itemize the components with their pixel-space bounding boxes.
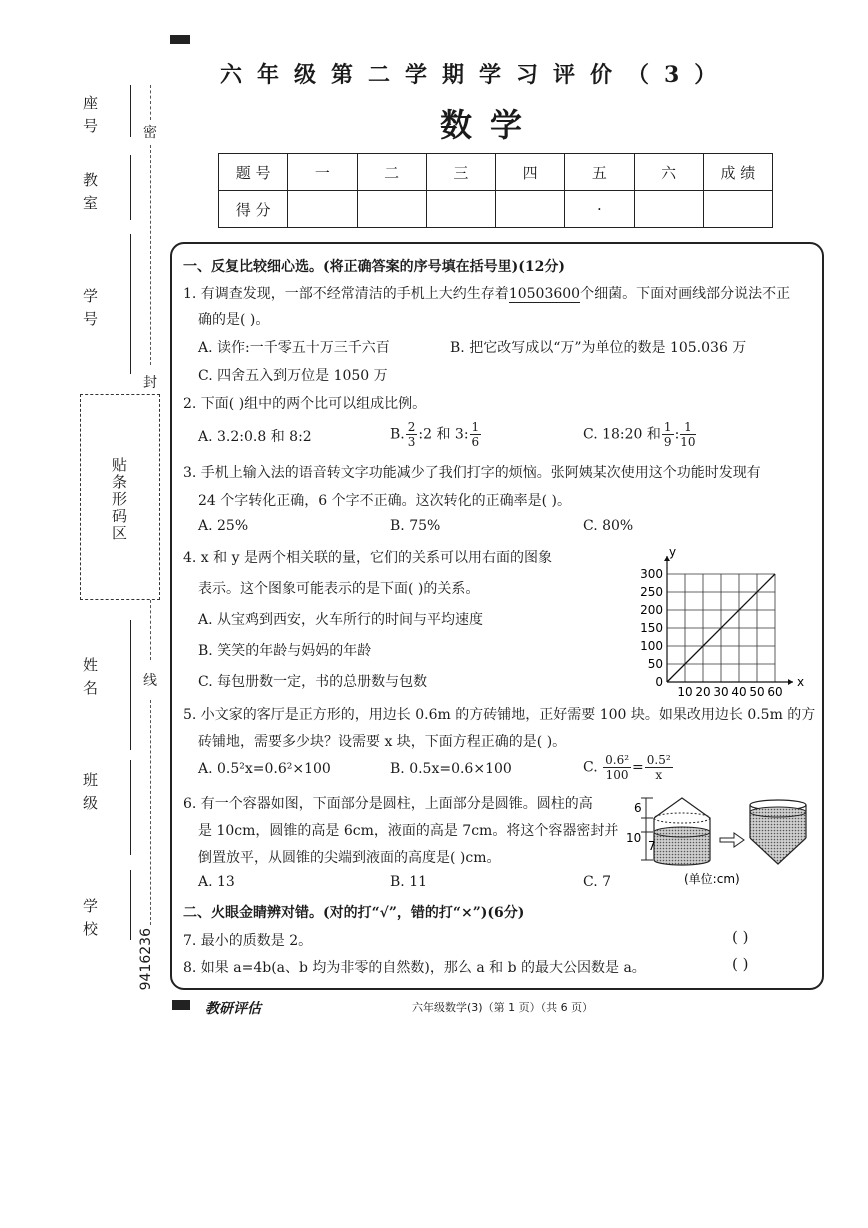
q1-line2: 确的是( )。 [198,312,270,328]
x-tick-label: 20 [695,685,711,697]
y-tick-label: 0 [655,675,663,689]
q6-option-a[interactable]: A. 13 [198,874,235,890]
seat-write-line[interactable] [130,85,131,137]
x-tick-label: 30 [713,685,729,697]
seal-dashed-line [150,145,151,365]
q7-text: 7. 最小的质数是 2。 [183,933,313,949]
name-write-line[interactable] [130,620,131,750]
score-cell[interactable]: · [565,191,634,228]
y-tick-label: 200 [640,603,663,617]
score-cell[interactable] [496,191,565,228]
y-tick-label: 100 [640,639,663,653]
score-cell[interactable] [703,191,772,228]
score-cell[interactable] [634,191,703,228]
q6-line2: 是 10cm，圆锥的高是 6cm，液面的高是 7cm。将这个容器密封并 [198,823,619,839]
footer-mark [172,1000,190,1010]
fraction-denominator: 3 [407,435,416,449]
score-table-header-row [219,154,773,191]
room-label: 教室 [81,172,99,218]
q3-line2: 24 个字转化正确，6 个字不正确。这次转化的正确率是( )。 [198,493,571,509]
seal-dashed-line [150,700,151,925]
q1-stem-pre: 1. 有调查发现，一部不经常清洁的手机上大约生存着 [183,286,509,302]
q1-option-a[interactable]: A. 读作:一千零五十万三千六百 [198,340,390,356]
q5-line1: 5. 小文家的客厅是正方形的，用边长 0.6m 的方砖铺地，正好需要 100 块。如果改用边长 0.5m 的方 [183,707,816,723]
y-tick-label: 50 [647,657,663,671]
x-tick-label: 60 [767,685,783,697]
q6-line3: 倒置放平，从圆锥的尖端到液面的高度是( )cm。 [198,850,501,866]
q5-c-prefix: C. [583,759,598,776]
seal-dashed-line [150,600,151,660]
container-figure [626,790,811,890]
y-tick-label: 150 [640,621,663,635]
q1-stem-post: 个细菌。下面对画线部分说法不正 [580,286,791,302]
score-cell[interactable] [357,191,426,228]
score-header-cell: 五 [565,154,634,191]
q5-c-equals: = [632,759,644,776]
fraction [470,420,482,449]
fraction [680,420,695,449]
score-header-cell: 六 [634,154,703,191]
x-tick-label: 50 [749,685,765,697]
q3-line1: 3. 手机上输入法的语音转文字功能减少了我们打字的烦恼。张阿姨某次使用这个功能时发现有 [183,465,761,481]
q2-stem: 2. 下面( )组中的两个比可以组成比例。 [183,396,427,412]
arrow-icon [720,833,744,847]
fraction-numerator: 0.6² [605,753,630,767]
score-header-cell: 成 绩 [703,154,772,191]
y-tick-label: 250 [640,585,663,599]
q8-answer-blank[interactable]: ( ) [732,955,749,973]
q4-line-chart [620,545,810,697]
x-tick-label: 10 [677,685,693,697]
fraction-numerator: 2 [407,420,416,434]
footer-brand: 教研评估 [205,1001,261,1017]
fraction-numerator: 0.5² [646,753,671,767]
score-row-label: 得 分 [219,191,288,228]
corner-mark [170,35,190,44]
score-header-cell: 一 [288,154,357,191]
q2-b-prefix: B. [390,426,405,443]
q7-answer-blank[interactable]: ( ) [732,928,749,946]
name-label: 姓名 [81,657,99,703]
score-cell[interactable] [426,191,495,228]
container-upright [654,798,710,865]
fraction-numerator: 1 [471,420,480,434]
room-write-line[interactable] [130,155,131,220]
q2-option-c[interactable] [583,420,697,449]
seal-mi-char: 密 [143,125,157,141]
q1-option-b[interactable]: B. 把它改写成以“万”为单位的数是 105.036 万 [450,340,747,356]
q6-option-b[interactable]: B. 11 [390,874,428,890]
q8-text: 8. 如果 a=4b(a、b 均为非零的自然数)，那么 a 和 b 的最大公因数是 a。 [183,960,646,976]
fraction-denominator: 6 [471,435,480,449]
score-table-score-row [219,191,773,228]
student-no-label: 学号 [81,288,99,334]
q4-option-c[interactable]: C. 每包册数一定，书的总册数与包数 [198,674,428,690]
q1-line1 [183,283,790,303]
q2-c-middle: : [674,426,680,443]
footer-page-info: 六年级数学(3)（第 1 页）（共 6 页） [412,1001,594,1014]
score-header-cell: 四 [496,154,565,191]
fraction [645,753,673,782]
q5-line2: 砖铺地，需要多少块？设需要 x 块，下面方程正确的是( )。 [198,734,567,750]
q1-underlined-number: 10503600 [508,286,581,302]
fraction [603,753,631,782]
score-cell[interactable] [288,191,357,228]
school-label: 学校 [81,898,99,944]
fraction-denominator: 9 [663,435,672,449]
q4-line1: 4. x 和 y 是两个相关联的量，它们的关系可以用右面的图象 [183,550,552,566]
x-axis-arrow [788,679,793,685]
fraction-numerator: 1 [663,420,672,434]
score-header-cell: 三 [426,154,495,191]
section1-heading: 一、反复比较细心选。(将正确答案的序号填在括号里)(12分) [183,259,565,275]
container-inverted [750,800,806,864]
q3-option-c[interactable]: C. 80% [583,518,634,534]
fraction-denominator: 100 [605,768,629,782]
fraction [662,420,674,449]
seat-label: 座号 [81,95,99,141]
barcode-zone [80,394,160,600]
seal-feng-char: 封 [143,375,157,391]
fraction-numerator: 1 [680,420,695,435]
q5-option-c[interactable] [583,753,674,782]
seal-xian-char: 线 [143,673,157,689]
q4-line2: 表示。这个图象可能表示的是下面( )的关系。 [198,581,480,597]
chart-ticks [640,567,783,697]
school-write-line[interactable] [130,870,131,940]
section2-heading: 二、火眼金睛辨对错。(对的打“√”，错的打“×”)(6分) [183,905,525,921]
q3-option-b[interactable]: B. 75% [390,518,441,534]
fraction-denominator: x [655,768,663,782]
class-write-line[interactable] [130,760,131,855]
score-header-cell: 题 号 [219,154,288,191]
barcode-zone-label: 贴条形码区 [110,457,128,542]
q5-option-a[interactable]: A. 0.5²x=0.6²×100 [198,761,331,777]
dimension-label-cylinder: 10 [626,831,642,845]
q4-option-b[interactable]: B. 笑笑的年龄与妈妈的年龄 [198,643,372,659]
q3-option-a[interactable]: A. 25% [198,518,249,534]
subject-title: 数学 [440,106,541,144]
q6-option-c[interactable]: C. 7 [583,874,612,890]
y-axis-label: y [669,545,677,559]
q1-option-c[interactable]: C. 四舍五入到万位是 1050 万 [198,368,388,384]
q5-option-b[interactable]: B. 0.5x=0.6×100 [390,761,512,777]
q2-option-b[interactable] [390,420,482,449]
score-header-cell: 二 [357,154,426,191]
dimension-label-cone: 6 [634,801,642,815]
seal-dashed-line [150,85,151,120]
dimension-label-liquid: 7 [648,839,656,853]
q6-line1: 6. 有一个容器如图，下面部分是圆柱，上面部分是圆锥。圆柱的高 [183,796,593,812]
x-tick-label: 40 [731,685,747,697]
student-no-write-line[interactable] [130,234,131,374]
class-label: 班级 [81,772,99,818]
q2-c-prefix: C. 18:20 和 [583,426,661,443]
q2-b-middle: :2 和 3: [418,426,469,443]
figure-unit: (单位:cm) [684,872,740,886]
exam-title: 六年级第二学期学习评价（3） [220,62,732,88]
q2-option-a[interactable]: A. 3.2:0.8 和 8:2 [198,429,312,445]
x-axis-label: x [797,675,805,689]
y-tick-label: 300 [640,567,663,581]
score-table [218,153,773,228]
q4-option-a[interactable]: A. 从宝鸡到西安，火车所行的时间与平均速度 [198,612,484,628]
fraction-denominator: 10 [680,435,696,449]
fraction [406,420,418,449]
serial-number: 9416236 [138,928,154,991]
